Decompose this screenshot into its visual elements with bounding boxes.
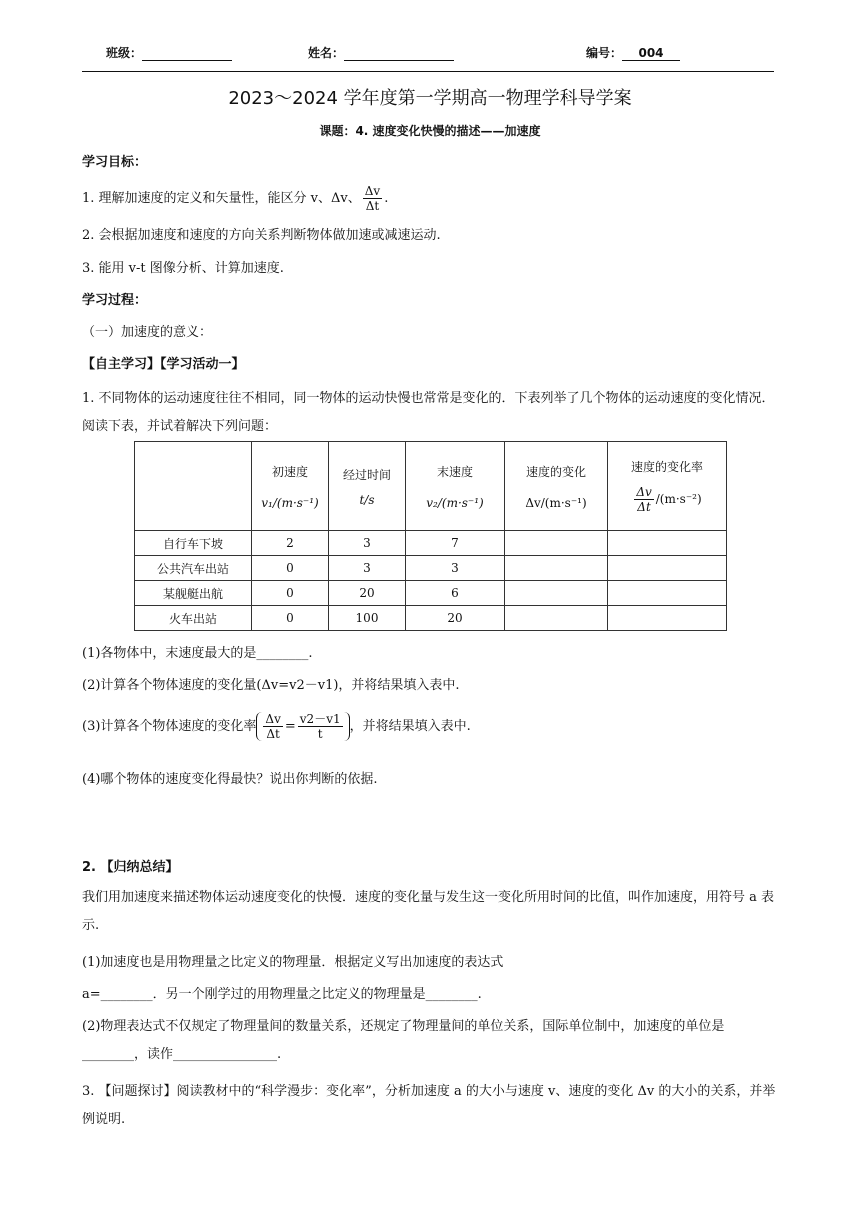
header-line: 速度的变化: [525, 464, 586, 479]
table-cell-blank[interactable]: [505, 531, 608, 556]
rate-fraction-right: [298, 712, 343, 741]
table-header: [329, 442, 406, 531]
lesson-subtitle: 课题：4. 速度变化快慢的描述——加速度: [319, 124, 541, 138]
question-2-part-2: (2)物理表达式不仅规定了物理量间的数量关系，还规定了物理量间的单位关系，国际单位制中，加速度的单位是________，读作________________.: [82, 1019, 725, 1062]
table-header: [406, 442, 505, 531]
question-2-part-1b: a=________．另一个刚学过的用物理量之比定义的物理量是________.: [82, 987, 482, 1002]
question-1-part-3: [82, 712, 782, 741]
fraction-numerator: v2－v1: [299, 712, 341, 726]
table-cell: 自行车下坡: [135, 531, 252, 556]
table-cell-blank[interactable]: [505, 556, 608, 581]
table-cell: 7: [406, 531, 505, 556]
rate-fraction-left: [263, 712, 282, 741]
table-cell: 20: [406, 606, 505, 631]
table-header-row: [135, 442, 727, 531]
table-row: [135, 531, 727, 556]
objective-1-fraction: [363, 184, 382, 213]
table-cell-blank[interactable]: [608, 606, 727, 631]
table-cell: 2: [252, 531, 329, 556]
number-label: 编号：: [586, 46, 623, 60]
name-field: [308, 44, 454, 61]
table-cell: 0: [252, 556, 329, 581]
table-cell: 6: [406, 581, 505, 606]
table-cell: 20: [329, 581, 406, 606]
question-2-part-1: (1)加速度也是用物理量之比定义的物理量．根据定义写出加速度的表达式: [82, 955, 504, 970]
table-row: [135, 556, 727, 581]
fraction-numerator: Δv: [265, 712, 281, 726]
table-cell: 3: [406, 556, 505, 581]
question-1-part-1: (1)各物体中，末速度最大的是________.: [82, 646, 313, 661]
header-unit: [608, 485, 726, 514]
table-cell-blank[interactable]: [608, 556, 727, 581]
table-cell: 某舰艇出航: [135, 581, 252, 606]
header-line: 速度的变化率: [630, 460, 703, 474]
speed-table: [134, 441, 727, 631]
part-3-prefix: (3)计算各个物体速度的变化率: [82, 719, 257, 734]
table-header: [505, 442, 608, 531]
fraction-numerator: Δv: [364, 184, 381, 198]
table-row: [135, 581, 727, 606]
table-cell: 0: [252, 581, 329, 606]
table-cell: 3: [329, 531, 406, 556]
question-1-intro: 1. 不同物体的运动速度往往不相同，同一物体的运动快慢也常常是变化的．下表列举了几个物体的运动速度的变化情况．阅读下表，并试着解决下列问题：: [82, 391, 775, 434]
fraction-numerator: Δv: [636, 485, 652, 499]
number-field: [586, 44, 680, 61]
table-cell: 火车出站: [135, 606, 252, 631]
section-1-heading: （一）加速度的意义：: [82, 325, 213, 340]
table-header: [252, 442, 329, 531]
question-2-text: 我们用加速度来描述物体运动速度变化的快慢．速度的变化量与发生这一变化所用时间的比值，叫作加速度，用符号 a 表示.: [82, 890, 775, 933]
objective-1-end: .: [384, 191, 389, 206]
header-unit: Δv/(m·s⁻¹): [525, 495, 587, 510]
activity-heading: 【自主学习】【学习活动一】: [82, 357, 245, 372]
question-3: 3. 【问题探讨】阅读教材中的“科学漫步：变化率”，分析加速度 a 的大小与速度 v、速度的变化 Δv 的大小的关系，并举例说明.: [82, 1084, 776, 1127]
header-fraction: [634, 485, 653, 514]
header-unit: v₂/(m·s⁻¹): [426, 495, 484, 510]
page-title: 2023～2024 学年度第一学期高一物理学科导学案: [228, 88, 632, 109]
table-cell-blank[interactable]: [505, 606, 608, 631]
table-header: [608, 442, 727, 531]
table-cell: 100: [329, 606, 406, 631]
table-header-blank: [135, 442, 252, 531]
table-cell-blank[interactable]: [608, 581, 727, 606]
objective-3: 3. 能用 v-t 图像分析、计算加速度.: [82, 261, 284, 276]
table-cell-blank[interactable]: [505, 581, 608, 606]
table-cell: 0: [252, 606, 329, 631]
fraction-denominator: t: [317, 727, 323, 741]
process-heading: 学习过程：: [82, 293, 148, 308]
table-row: [135, 606, 727, 631]
header-unit: t/s: [359, 492, 375, 507]
equals-sign: =: [284, 719, 296, 734]
header-unit: v₁/(m·s⁻¹): [261, 495, 319, 510]
objective-1-text: 1. 理解加速度的定义和矢量性，能区分 v、Δv、: [82, 191, 361, 206]
fraction-denominator: Δt: [637, 500, 651, 514]
fraction-denominator: Δt: [266, 727, 280, 741]
name-blank[interactable]: [344, 46, 454, 61]
objective-2: 2. 会根据加速度和速度的方向关系判断物体做加速或减速运动.: [82, 228, 441, 243]
name-label: 姓名：: [308, 46, 345, 60]
objective-1: [82, 184, 782, 213]
question-1-part-4: (4)哪个物体的速度变化得最快？说出你判断的依据.: [82, 772, 378, 787]
rate-formula: [256, 712, 349, 741]
table-cell-blank[interactable]: [608, 531, 727, 556]
number-value: 004: [622, 46, 680, 61]
question-2-heading: 2. 【归纳总结】: [82, 860, 179, 875]
objectives-heading: 学习目标：: [82, 155, 148, 170]
part-3-suffix: ，并将结果填入表中.: [349, 719, 471, 734]
header-unit-text: /(m·s⁻²): [655, 492, 702, 506]
table-cell: 公共汽车出站: [135, 556, 252, 581]
header-line: 末速度: [436, 464, 473, 479]
header-line: 经过时间: [342, 467, 391, 482]
class-field: [106, 44, 232, 61]
class-blank[interactable]: [142, 46, 232, 61]
question-1-part-2: (2)计算各个物体速度的变化量(Δv=v2－v1)，并将结果填入表中.: [82, 678, 460, 693]
header-rule: [82, 71, 774, 72]
class-label: 班级：: [106, 46, 143, 60]
fraction-denominator: Δt: [365, 199, 380, 213]
table-cell: 3: [329, 556, 406, 581]
header-line: 初速度: [271, 464, 308, 479]
